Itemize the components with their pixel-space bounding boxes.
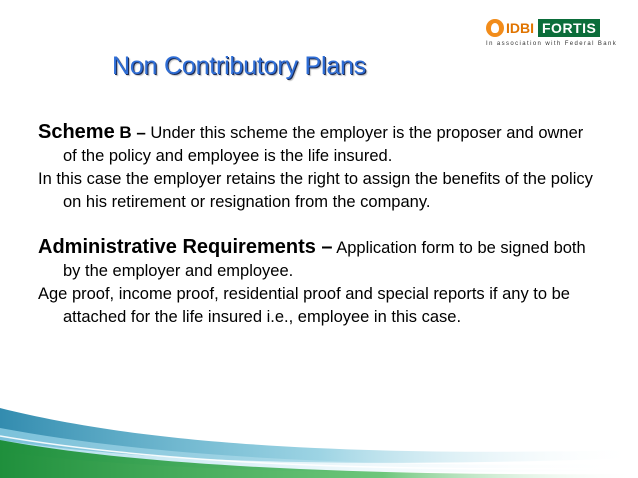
flame-icon <box>486 19 504 37</box>
scheme-b-paragraph <box>38 121 598 168</box>
admin-paragraph <box>38 236 598 283</box>
scheme-b-heading: Scheme <box>38 121 115 143</box>
decorative-swoosh <box>0 378 638 478</box>
scheme-b-detail: In this case the employer retains the right to assign the benefits of the policy on his retirement or resignation from the company. <box>38 170 593 211</box>
scheme-b-text: Under this scheme the employer is the proposer and owner of the policy and employee is the life insured. <box>63 124 584 165</box>
logo-brand-left: IDBI <box>506 20 534 36</box>
slide-body <box>38 121 598 329</box>
logo-brand-right: FORTIS <box>538 19 600 37</box>
admin-text: Application form to be signed both by the employer and employee. <box>63 239 586 280</box>
slide-title: Non Contributory Plans <box>112 52 367 80</box>
logo-tagline: In association with Federal Bank <box>486 41 618 47</box>
admin-heading: Administrative Requirements – <box>38 236 333 258</box>
admin-detail: Age proof, income proof, residential proof and special reports if any to be attached for the life insured i.e., employee in this case. <box>38 285 570 326</box>
idbi-fortis-logo <box>486 18 622 56</box>
scheme-b-heading-suffix: B – <box>119 123 146 142</box>
